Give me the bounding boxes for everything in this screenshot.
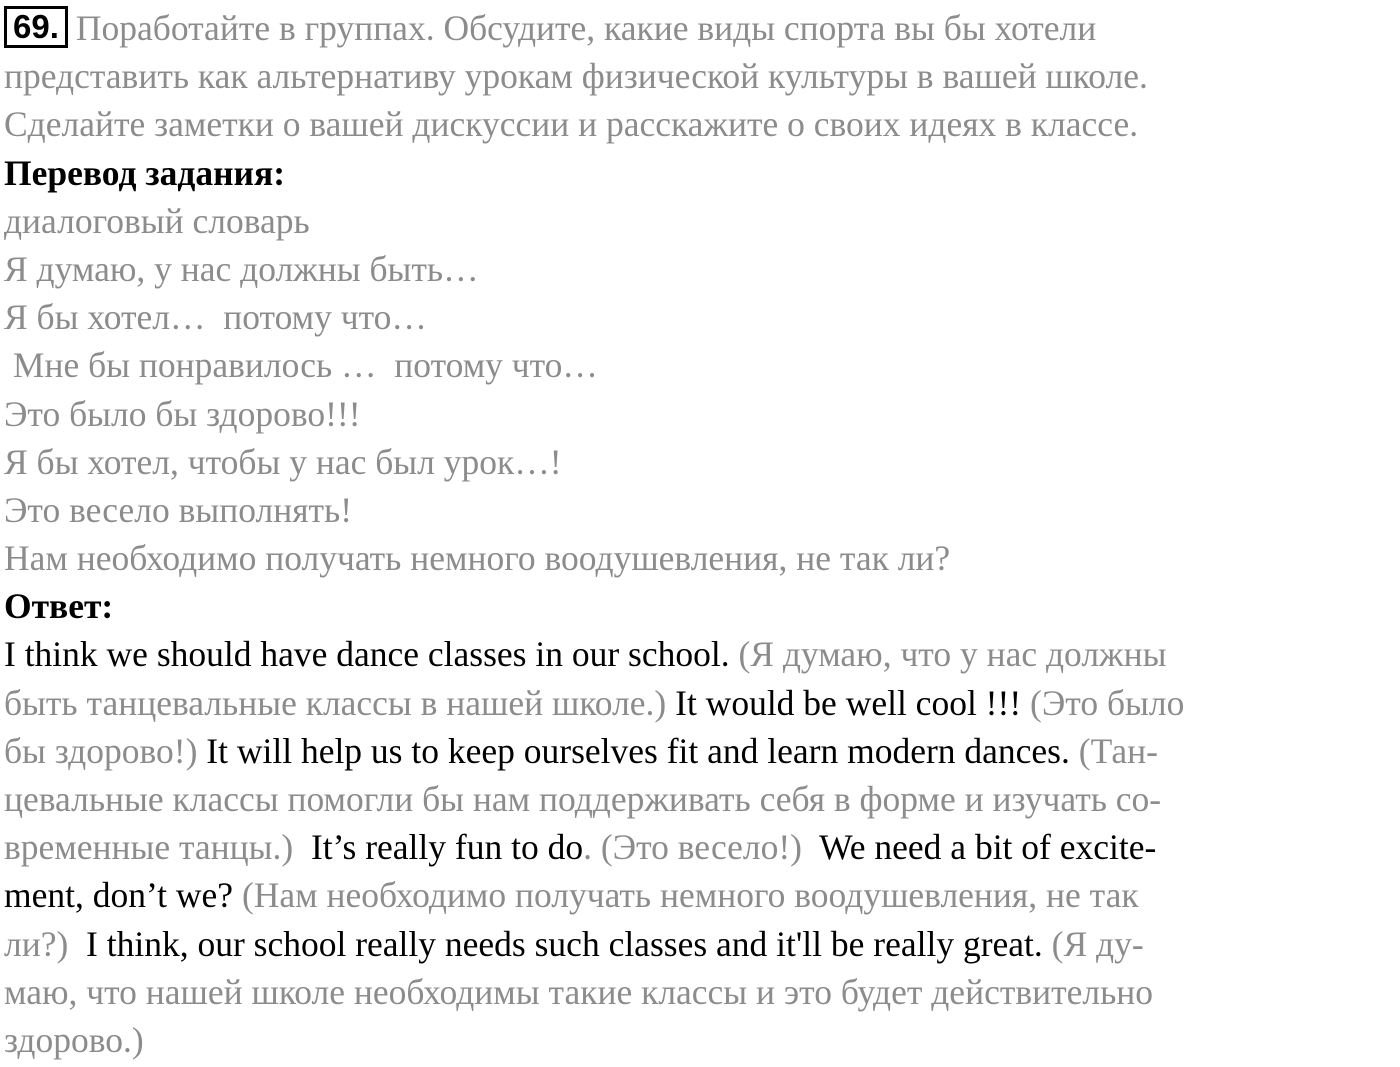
answer-russian-text: (Это было xyxy=(1021,682,1185,723)
answer-line xyxy=(4,823,1398,871)
translation-line: Мне бы понравилось … потому что… xyxy=(4,345,598,386)
translation-line: Нам необходимо получать немного воодушевления, не так ли? xyxy=(4,538,951,579)
answer-line xyxy=(4,679,1398,727)
answer-russian-text: быть танцевальные классы в нашей школе.) xyxy=(4,682,667,723)
answer-english-text: It’s really fun to do xyxy=(302,827,584,868)
answer-line xyxy=(4,968,1398,1016)
translation-line: Я думаю, у нас должны быть… xyxy=(4,248,479,289)
translation-line: Я бы хотел… потому что… xyxy=(4,297,427,338)
answer-english-text: It would be well cool !!! xyxy=(666,682,1022,723)
answer-line xyxy=(4,871,1398,919)
task-line: Сделайте заметки о вашей дискуссии и расскажите о своих идеях в классе. xyxy=(4,104,1139,145)
answer-heading: Ответ: xyxy=(4,586,114,627)
answer-english-text: I think we should have dance classes in our school. xyxy=(4,634,730,675)
answer-russian-text: ли?) xyxy=(4,923,78,964)
answer-russian-text: (Тан- xyxy=(1069,730,1158,771)
answer-english-text: We need a bit of excite- xyxy=(810,827,1157,868)
answer-russian-text: цевальные классы помогли бы нам поддерживать себя в форме и изучать со- xyxy=(4,779,1162,819)
answer-russian-text: (Я думаю, что у нас должны xyxy=(729,634,1167,675)
answer-line xyxy=(4,630,1398,678)
answer-russian-text: (Я ду- xyxy=(1042,923,1144,964)
answer-line xyxy=(4,1016,1398,1064)
answer-line xyxy=(4,775,1398,823)
translation-line: Я бы хотел, чтобы у нас был урок…! xyxy=(4,441,562,482)
exercise-page xyxy=(4,4,1398,1064)
task-line: представить как альтернативу урокам физической культуры в вашей школе. xyxy=(4,56,1148,97)
answer-english-text: I think, our school really needs such classes and it'll be really great. xyxy=(77,923,1043,964)
answer-russian-text: временные танцы.) xyxy=(4,827,303,868)
answer-russian-text: здорово.) xyxy=(4,1019,144,1060)
task-line xyxy=(4,4,1398,52)
answer-english-text: ment, don’t we? xyxy=(4,875,234,916)
exercise-number: 69. xyxy=(4,6,68,48)
answer-russian-text: (Нам необходимо получать немного воодушевления, не так xyxy=(233,875,1139,916)
answer-line xyxy=(4,727,1398,775)
answer-english-text: It will help us to keep ourselves fit and learn modern dances. xyxy=(197,730,1070,771)
task-text: Поработайте в группах. Обсудите, какие виды спорта вы бы хотели xyxy=(75,8,1097,48)
translation-heading: Перевод задания: xyxy=(4,152,286,193)
answer-line xyxy=(4,920,1398,968)
translation-line: Это было бы здорово!!! xyxy=(4,393,361,434)
translation-line: диалоговый словарь xyxy=(4,200,310,241)
translation-line: Это весело выполнять! xyxy=(4,489,353,530)
answer-russian-text: бы здорово!) xyxy=(4,730,198,771)
answer-russian-text: маю, что нашей школе необходимы такие классы и это будет действительно xyxy=(4,971,1154,1012)
answer-russian-text: . (Это весело!) xyxy=(583,827,811,868)
